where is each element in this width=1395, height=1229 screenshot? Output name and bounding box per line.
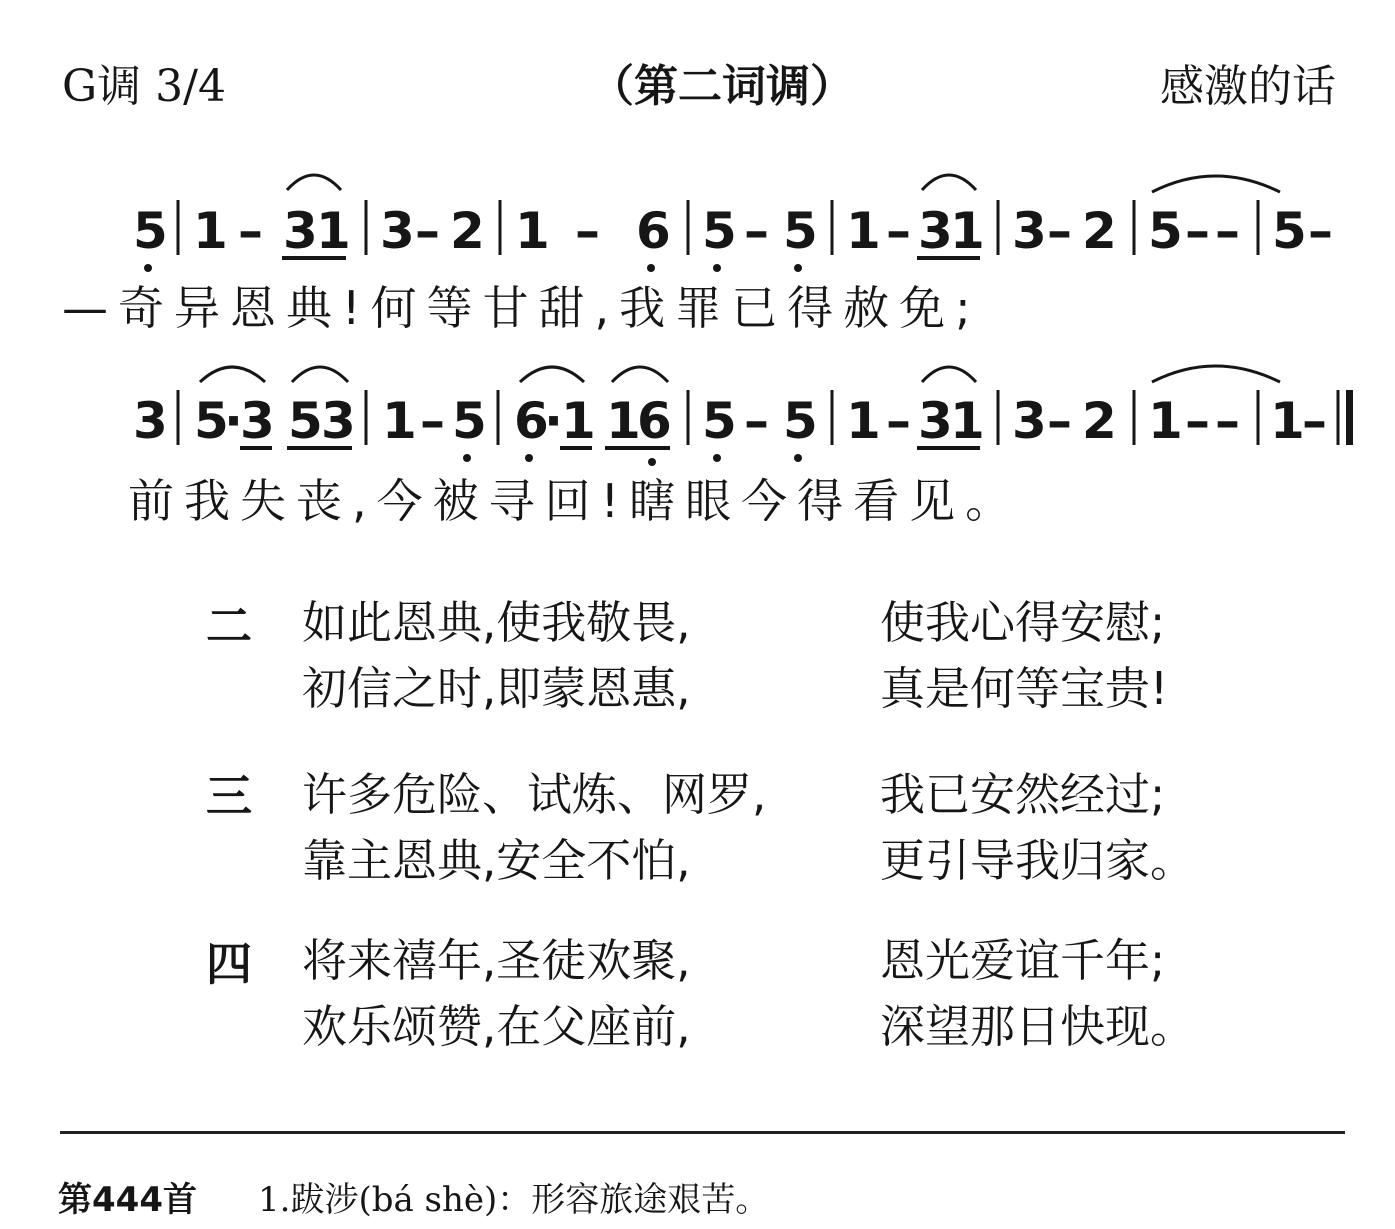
note: 3 (1012, 392, 1047, 450)
dash: – (886, 392, 911, 450)
verse-3-line-1b: 我已安然经过; (880, 768, 1166, 821)
note: 5 (702, 202, 737, 260)
low-octave-dots (144, 264, 802, 272)
page-title: （第二词调） (590, 61, 854, 112)
note: 3 (1012, 202, 1047, 260)
verse-3-line-2b: 更引导我归家。 (880, 834, 1196, 887)
note: 5 (783, 392, 818, 450)
note: 5 (133, 202, 168, 260)
dot: · (544, 392, 563, 450)
dash: – (420, 392, 445, 450)
note: 1 (846, 392, 881, 450)
dash: – (415, 202, 440, 260)
dash: – (1302, 392, 1327, 450)
note: 5 (194, 392, 229, 450)
score-line-1 (133, 175, 1333, 272)
note: 1 (950, 202, 985, 260)
note: 1 (1148, 392, 1183, 450)
verse-4-line-1b: 恩光爱谊千年; (880, 934, 1166, 987)
footnote: 1.跋涉(bá shè)：形容旅途艰苦。 (258, 1180, 770, 1220)
note: 3 (283, 202, 318, 260)
verse-3-line-2a: 靠主恩典,安全不怕, (302, 834, 691, 887)
hymn-number: 第444首 (58, 1180, 197, 1220)
dash: – (1185, 202, 1210, 260)
verse-number-2: 二 (206, 599, 252, 653)
dash: – (1215, 392, 1240, 450)
dash: – (744, 392, 769, 450)
note: 1 (382, 392, 417, 450)
final-barline (1338, 390, 1353, 445)
verse-4-line-1a: 将来禧年,圣徒欢聚, (302, 934, 691, 987)
note: 1 (846, 202, 881, 260)
note: 6 (514, 392, 549, 450)
note: 2 (1082, 392, 1117, 450)
dash: – (744, 202, 769, 260)
note: 5 (452, 392, 487, 450)
note: 1 (950, 392, 985, 450)
note: 1 (606, 392, 641, 450)
dash: – (1047, 202, 1072, 260)
verse-number-4: 四 (206, 937, 252, 991)
dash: – (1215, 202, 1240, 260)
lyric-line-2: 前我失丧,今被寻回!瞎眼今得看见。 (128, 474, 1022, 528)
lyric-line-1: —奇异恩典!何等甘甜,我罪已得赦免; (62, 281, 981, 335)
verse-number-3: 三 (206, 769, 252, 823)
note: 3 (133, 392, 168, 450)
note: 5 (702, 392, 737, 450)
slurs (287, 175, 1280, 192)
note: 3 (918, 202, 953, 260)
note: 1 (515, 202, 550, 260)
footer-divider (60, 1131, 1345, 1134)
score-line-2 (133, 366, 1353, 466)
note: 1 (561, 392, 596, 450)
tune-name: 感激的话 (1160, 61, 1336, 112)
note: 1 (193, 202, 228, 260)
note: 3 (240, 392, 275, 450)
verse-2-line-2a: 初信之时,即蒙恩惠, (302, 662, 691, 715)
note: 6 (637, 392, 672, 450)
note: 1 (316, 202, 351, 260)
dash: – (575, 202, 600, 260)
note: 1 (1270, 392, 1305, 450)
verse-2-line-1b: 使我心得安慰; (880, 596, 1166, 649)
dash: – (886, 202, 911, 260)
slurs (200, 366, 1280, 382)
dash: – (1308, 202, 1333, 260)
verse-4-line-2a: 欢乐颂赞,在父座前, (302, 1000, 691, 1053)
verse-2-line-2b: 真是何等宝贵! (880, 662, 1169, 715)
dot: · (224, 392, 243, 450)
note: 2 (450, 202, 485, 260)
verse-3-line-1a: 许多危险、试炼、网罗, (302, 768, 767, 821)
note: 5 (1148, 202, 1183, 260)
note: 5 (288, 392, 323, 450)
dash: – (238, 202, 263, 260)
dash: – (1047, 392, 1072, 450)
note: 3 (321, 392, 356, 450)
dash: – (1185, 392, 1210, 450)
note: 2 (1082, 202, 1117, 260)
note: 6 (636, 202, 671, 260)
note: 3 (918, 392, 953, 450)
key-time-signature: G调 3/4 (62, 61, 226, 112)
verse-2-line-1a: 如此恩典,使我敬畏, (302, 596, 691, 649)
verse-4-line-2b: 深望那日快现。 (880, 1000, 1196, 1053)
note: 3 (380, 202, 415, 260)
note: 5 (783, 202, 818, 260)
note: 5 (1272, 202, 1307, 260)
